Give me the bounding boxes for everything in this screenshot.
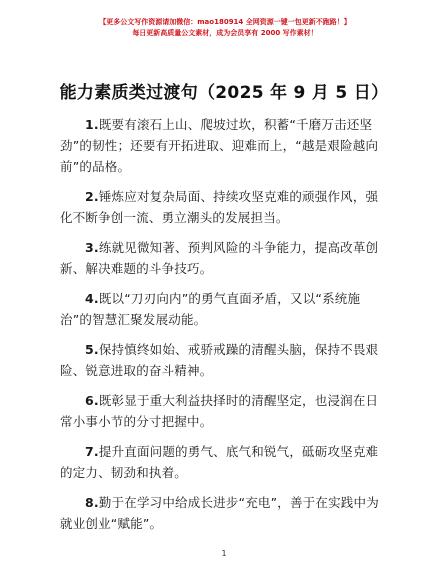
- item-number: 3.: [85, 240, 99, 255]
- item-text: 锤炼应对复杂局面、持续攻坚克难的顽强作风，强化不断争创一流、勇立潮头的发展担当。: [60, 189, 379, 225]
- list-item: [60, 114, 390, 177]
- item-text: 保持慎终如始、戒骄戒躁的清醒头脑，保持不畏艰险、锐意进取的奋斗精神。: [60, 342, 379, 378]
- item-number: 1.: [85, 117, 99, 132]
- item-number: 6.: [85, 393, 99, 408]
- banner-line-2: 每日更新高质量公文素材，成为会员享有 2000 写作素材！: [132, 29, 318, 37]
- item-number: 7.: [85, 444, 99, 459]
- item-text: 提升直面问题的勇气、底气和锐气，砥砺攻坚克难的定力、韧劲和执着。: [60, 444, 379, 480]
- list-item: [60, 237, 390, 279]
- item-number: 5.: [85, 342, 99, 357]
- item-text: 勤于在学习中给成长进步“充电”，善于在实践中为就业创业“赋能”。: [60, 495, 379, 531]
- item-text: 既以“刀刃向内”的勇气直面矛盾，又以“系统施治”的智慧汇聚发展动能。: [60, 291, 361, 327]
- page-number: 1: [221, 549, 227, 558]
- item-text: 既彰显于重大利益抉择时的清醒坚定，也浸润在日常小事小节的分寸把握中。: [60, 393, 379, 429]
- item-text: 既要有滚石上山、爬坡过坎，积蓄“千磨万击还坚劲”的韧性；还要有开拓进取、迎难而上，“越是艰险越向前”的品格。: [60, 117, 379, 174]
- banner-line-1: 【更多公文写作资源请加微信：mao180914 全网资源一键一包更新不跑路！】: [99, 18, 351, 26]
- item-number: 4.: [85, 291, 99, 306]
- list-item: [60, 186, 390, 228]
- sentence-list: [60, 114, 390, 543]
- item-text: 练就见微知著、预判风险的斗争能力，提高改革创新、解决难题的斗争技巧。: [60, 240, 379, 276]
- list-item: [60, 390, 390, 432]
- list-item: [60, 339, 390, 381]
- item-number: 8.: [85, 495, 99, 510]
- document-title: 能力素质类过渡句（2025 年 9 月 5 日）: [59, 83, 389, 103]
- list-item: [60, 492, 390, 534]
- item-number: 2.: [85, 189, 99, 204]
- list-item: [60, 441, 390, 483]
- promo-banner: [90, 17, 360, 39]
- list-item: [60, 288, 390, 330]
